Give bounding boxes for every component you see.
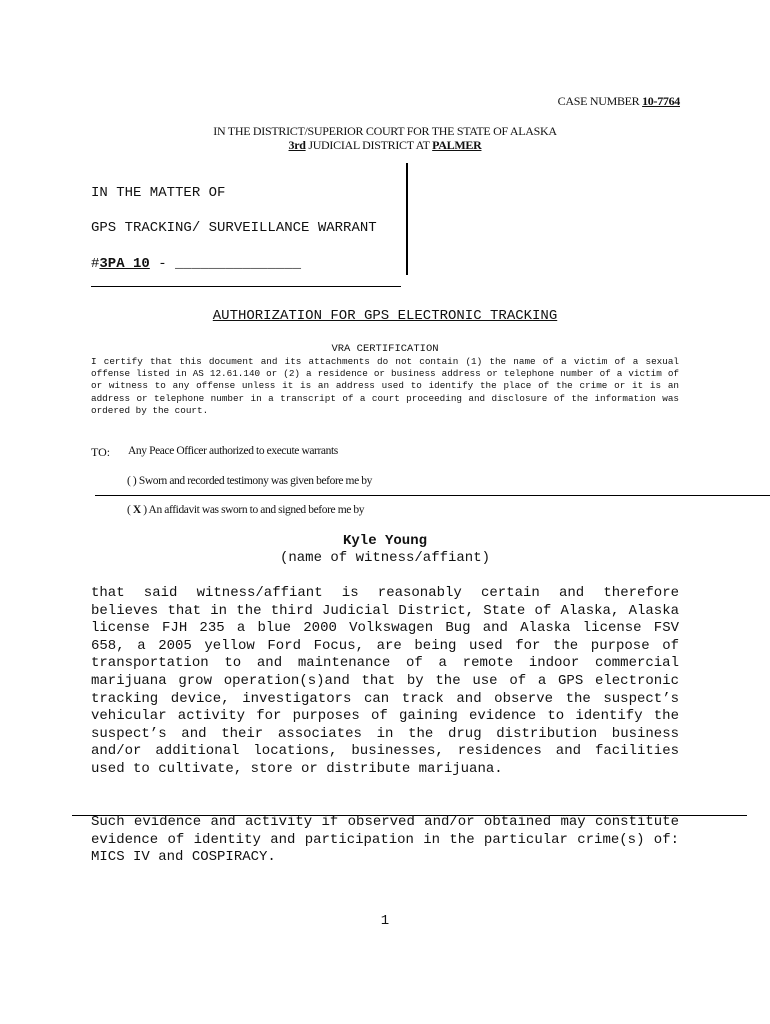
to-label: TO: [91, 445, 111, 459]
district-text: JUDICIAL DISTRICT AT [305, 138, 433, 152]
witness-label: (name of witness/affiant) [279, 550, 491, 566]
option-affidavit [127, 504, 364, 516]
option-affidavit-text: An affidavit was sworn to and signed before me by [146, 504, 365, 516]
caption-bottom-rule [91, 286, 401, 287]
evidence-paragraph: Such evidence and activity if observed and/or obtained may constitute evidence of identity and participation in the particular crime(s) of: MICS IV and COSPIRACY. [91, 814, 679, 866]
option-sworn-text: Sworn and recorded testimony was given before me by [136, 475, 372, 487]
option-separator-rule [95, 495, 770, 496]
warrant-number-value: 3PA 10 [99, 256, 150, 272]
caption-warrant-type: GPS TRACKING/ SURVEILLANCE WARRANT [91, 220, 377, 236]
option-sworn-testimony [127, 475, 372, 487]
page-number: 1 [380, 913, 390, 929]
finding-paragraph: that said witness/affiant is reasonably certain and therefore believes that in the third Judicial District, State of Alaska, Alaska license FJH 235 a blue 2000 Volkswagen Bug and Alaska license FSV 658, a 2005 yellow Ford Focus, are being used for the purpose of transportation to and maintenance of a remote indoor commercial marijuana grow operation(s)and that by the use of a GPS electronic tracking device, investigators can track and observe the suspect’s vehicular activity for purposes of gaining evidence to identify the suspect’s and their associates in the drug distribution business and/or additional locations, businesses, residences and facilities used to cultivate, store or distribute marijuana. [91, 585, 679, 777]
vra-heading: VRA CERTIFICATION [331, 343, 439, 355]
vra-certification-text: I certify that this document and its attachments do not contain (1) the name of a victim of a sexual offense listed in AS 12.61.140 or (2) a residence or business address or telephone number of a victim of or witness to any offense unless it is an address used to identify the place of the crime or it is an address or telephone number in a transcript of a court proceeding and disclosure of the information was ordered by the court. [91, 356, 679, 416]
warrant-number-suffix: - _______________ [149, 256, 302, 272]
district-ordinal: 3rd [288, 138, 306, 152]
option-affidavit-open: ( [127, 504, 133, 516]
court-name: IN THE DISTRICT/SUPERIOR COURT FOR THE STATE OF ALASKA [213, 124, 557, 138]
case-number-label: CASE NUMBER [557, 94, 640, 108]
witness-name: Kyle Young [342, 533, 427, 549]
case-number-line [558, 94, 680, 109]
option-sworn-checkbox: ( ) [127, 475, 137, 487]
option-affidavit-close: ) [140, 504, 147, 516]
caption-vertical-divider [406, 163, 408, 275]
to-recipient: Any Peace Officer authorized to execute warrants [128, 445, 338, 457]
judicial-district-line [0, 138, 770, 153]
caption-warrant-number [91, 256, 301, 272]
district-location: PALMER [432, 138, 482, 152]
document-title: AUTHORIZATION FOR GPS ELECTRONIC TRACKING [212, 308, 558, 324]
option-affidavit-checked-mark: X [132, 504, 141, 516]
case-number-value: 10-7764 [642, 94, 680, 108]
warrant-number-prefix: # [91, 256, 100, 272]
caption-matter-of: IN THE MATTER OF [91, 185, 226, 201]
